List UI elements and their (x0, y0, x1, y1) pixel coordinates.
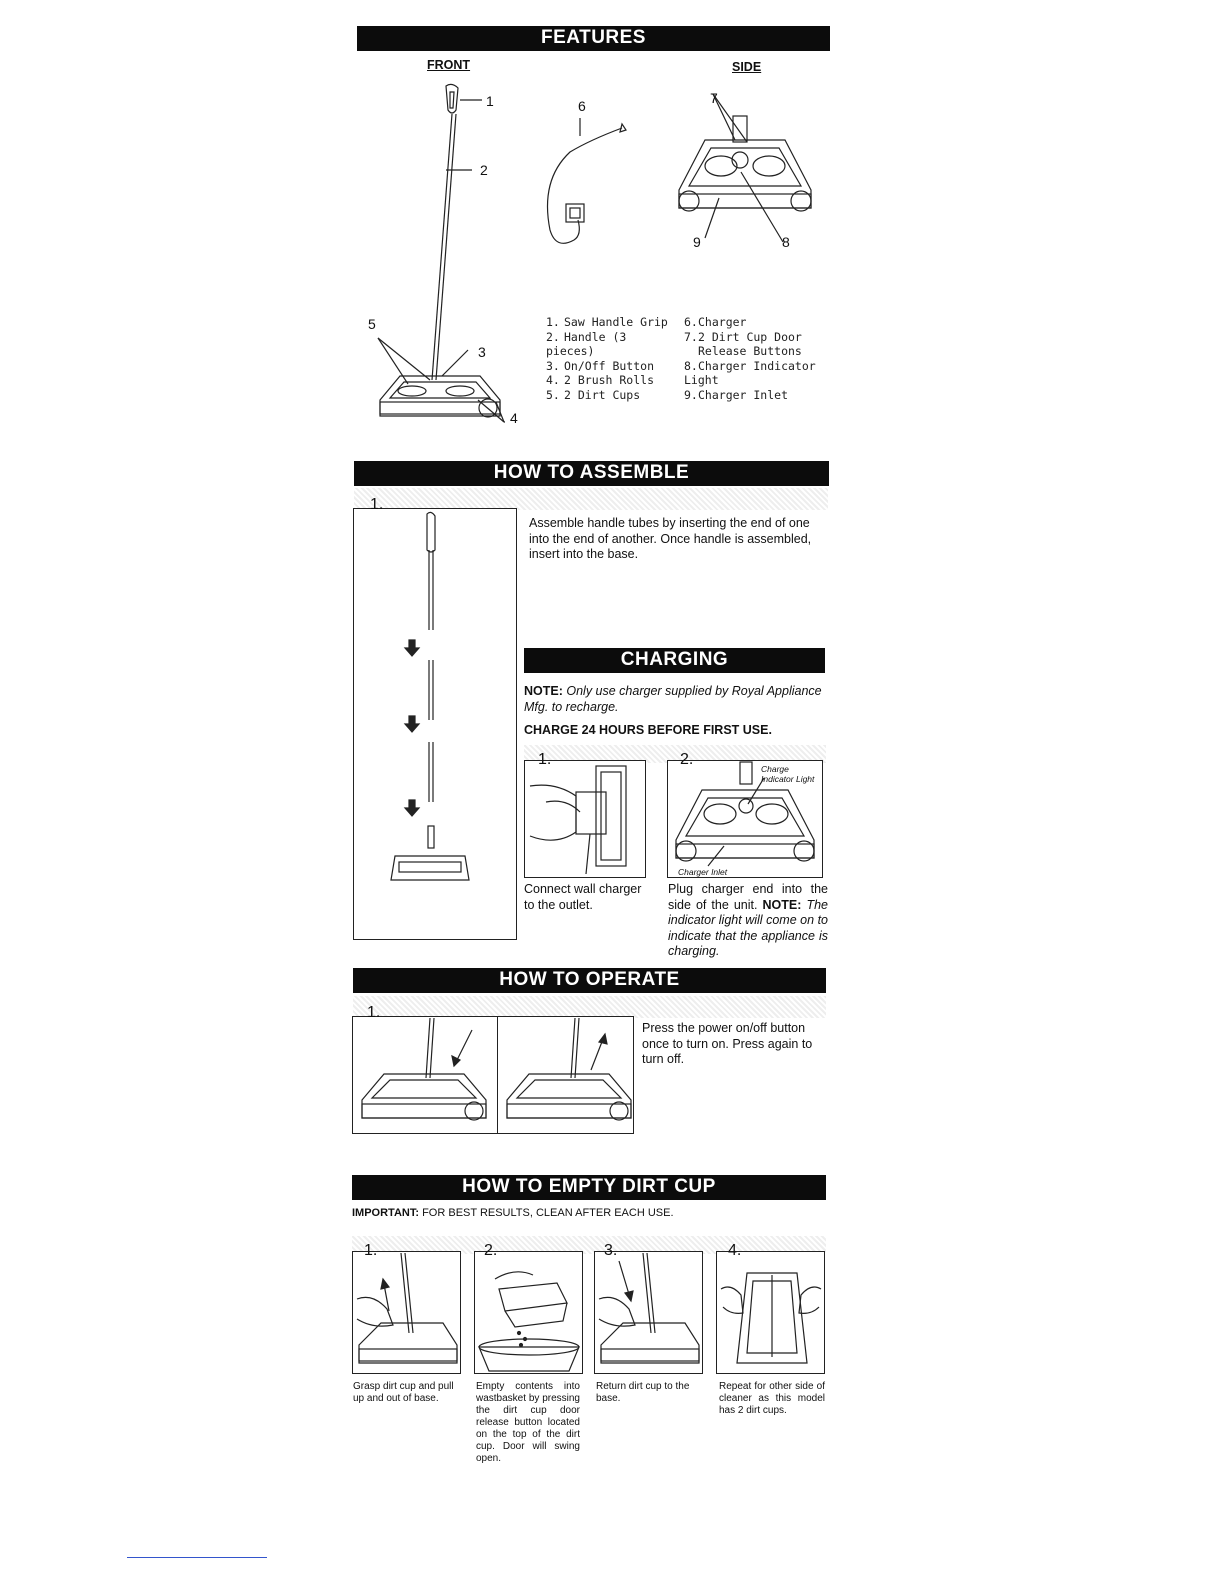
empty-title-bar (352, 1175, 826, 1200)
callout-5: 5 (368, 316, 376, 332)
operate-shade (353, 996, 826, 1018)
charge-notice: CHARGE 24 HOURS BEFORE FIRST USE. (524, 723, 772, 737)
feature-item: 9.Charger Inlet (684, 387, 789, 402)
empty-step2-caption: Empty contents into wastbasket by pressing the dirt cup door release button located on the top of the dirt cup. Door will swing open. (476, 1381, 580, 1464)
feature-list-right (684, 315, 834, 402)
assemble-step-number: 1. (370, 496, 384, 513)
operate-push-down-illustration (354, 1018, 496, 1132)
empty-important (352, 1207, 674, 1219)
features-title-bar (357, 26, 830, 51)
callout-9: 9 (693, 234, 701, 250)
feature-item: 5. 2 Dirt Cups (546, 387, 641, 402)
operate-step-number: 1. (367, 1004, 381, 1021)
assemble-title-bar (354, 461, 829, 486)
caption2-note-label: NOTE: (762, 897, 802, 912)
feature-item: 7.2 Dirt Cup Door (684, 329, 802, 344)
callout-4: 4 (510, 410, 518, 426)
charging-note-label: NOTE: (524, 684, 563, 698)
charging-title-bar (524, 648, 825, 673)
handle-assembly-illustration (365, 510, 505, 890)
empty-step4-caption: Repeat for other side of cleaner as this model has 2 dirt cups. (719, 1381, 825, 1416)
feature-list-left (546, 315, 676, 402)
assemble-shade (354, 488, 828, 510)
callout-8: 8 (782, 234, 790, 250)
charger-illustration (530, 100, 640, 260)
feature-item: 1. Saw Handle Grip (546, 315, 668, 329)
callout-2: 2 (480, 162, 488, 178)
charging-step2-number: 2. (680, 751, 694, 768)
sweeper-front-illustration (360, 80, 540, 440)
operate-pull-up-illustration (499, 1018, 633, 1132)
feature-item: 3. On/Off Button (546, 358, 655, 373)
sweeper-side-illustration (665, 90, 825, 240)
charging-caption-1: Connect wall charger to the outlet. (524, 882, 642, 912)
callout-6: 6 (578, 98, 586, 114)
feature-item: 8.Charger Indicator Light (684, 358, 816, 387)
callout-3: 3 (478, 344, 486, 360)
footer-rule (127, 1557, 267, 1558)
empty-step1-caption: Grasp dirt cup and pull up and out of base. (353, 1381, 454, 1404)
charge-indicator-light-label: Charge Indicator Light (761, 764, 815, 784)
operate-text: Press the power on/off button once to turn on. Press again to turn off. (642, 1021, 813, 1066)
charging-step1-number: 1. (538, 751, 552, 768)
assemble-text: Assemble handle tubes by inserting the end of one into the end of another. Once handle is assembled, insert into the base. (529, 516, 812, 561)
empty-step2-number: 2. (484, 1242, 498, 1259)
empty-step4-illustration (717, 1253, 824, 1372)
operate-title-bar (353, 968, 826, 993)
caption2-text-a: Plug charger end into the side of the unit. (668, 882, 828, 912)
empty-title: HOW TO EMPTY DIRT CUP (462, 1176, 716, 1197)
feature-item: 2. Handle (3 pieces) (546, 329, 627, 358)
charging-caption-2 (668, 882, 828, 960)
operate-divider (497, 1016, 498, 1134)
feature-item: Release Buttons (698, 344, 802, 358)
wall-outlet-illustration (526, 762, 646, 876)
caption2-text-b: The indicator light will come on to indicate that the appliance is charging. (668, 897, 828, 958)
features-title: FEATURES (541, 27, 646, 48)
empty-step2-illustration (475, 1253, 582, 1372)
empty-step1-number: 1. (364, 1242, 378, 1259)
callout-1: 1 (486, 93, 494, 109)
important-label: IMPORTANT: (352, 1207, 420, 1219)
empty-step3-illustration (595, 1253, 702, 1372)
charging-note-text: Only use charger supplied by Royal Appliance Mfg. to recharge. (524, 684, 822, 714)
charging-note (524, 684, 829, 715)
feature-item: 4. 2 Brush Rolls (546, 373, 655, 387)
feature-item: 6.Charger (684, 315, 747, 329)
side-label: SIDE (732, 60, 762, 74)
empty-step3-number: 3. (604, 1242, 618, 1259)
charger-inlet-label: Charger Inlet (678, 867, 728, 877)
empty-step1-illustration (353, 1253, 460, 1372)
empty-step4-number: 4. (728, 1242, 742, 1259)
assemble-title: HOW TO ASSEMBLE (493, 462, 690, 483)
charging-title: CHARGING (620, 649, 729, 670)
operate-title: HOW TO OPERATE (499, 969, 680, 990)
empty-step3-caption: Return dirt cup to the base. (596, 1381, 690, 1404)
important-text: FOR BEST RESULTS, CLEAN AFTER EACH USE. (422, 1207, 674, 1219)
callout-7: 7 (710, 90, 718, 106)
front-label: FRONT (427, 58, 471, 72)
